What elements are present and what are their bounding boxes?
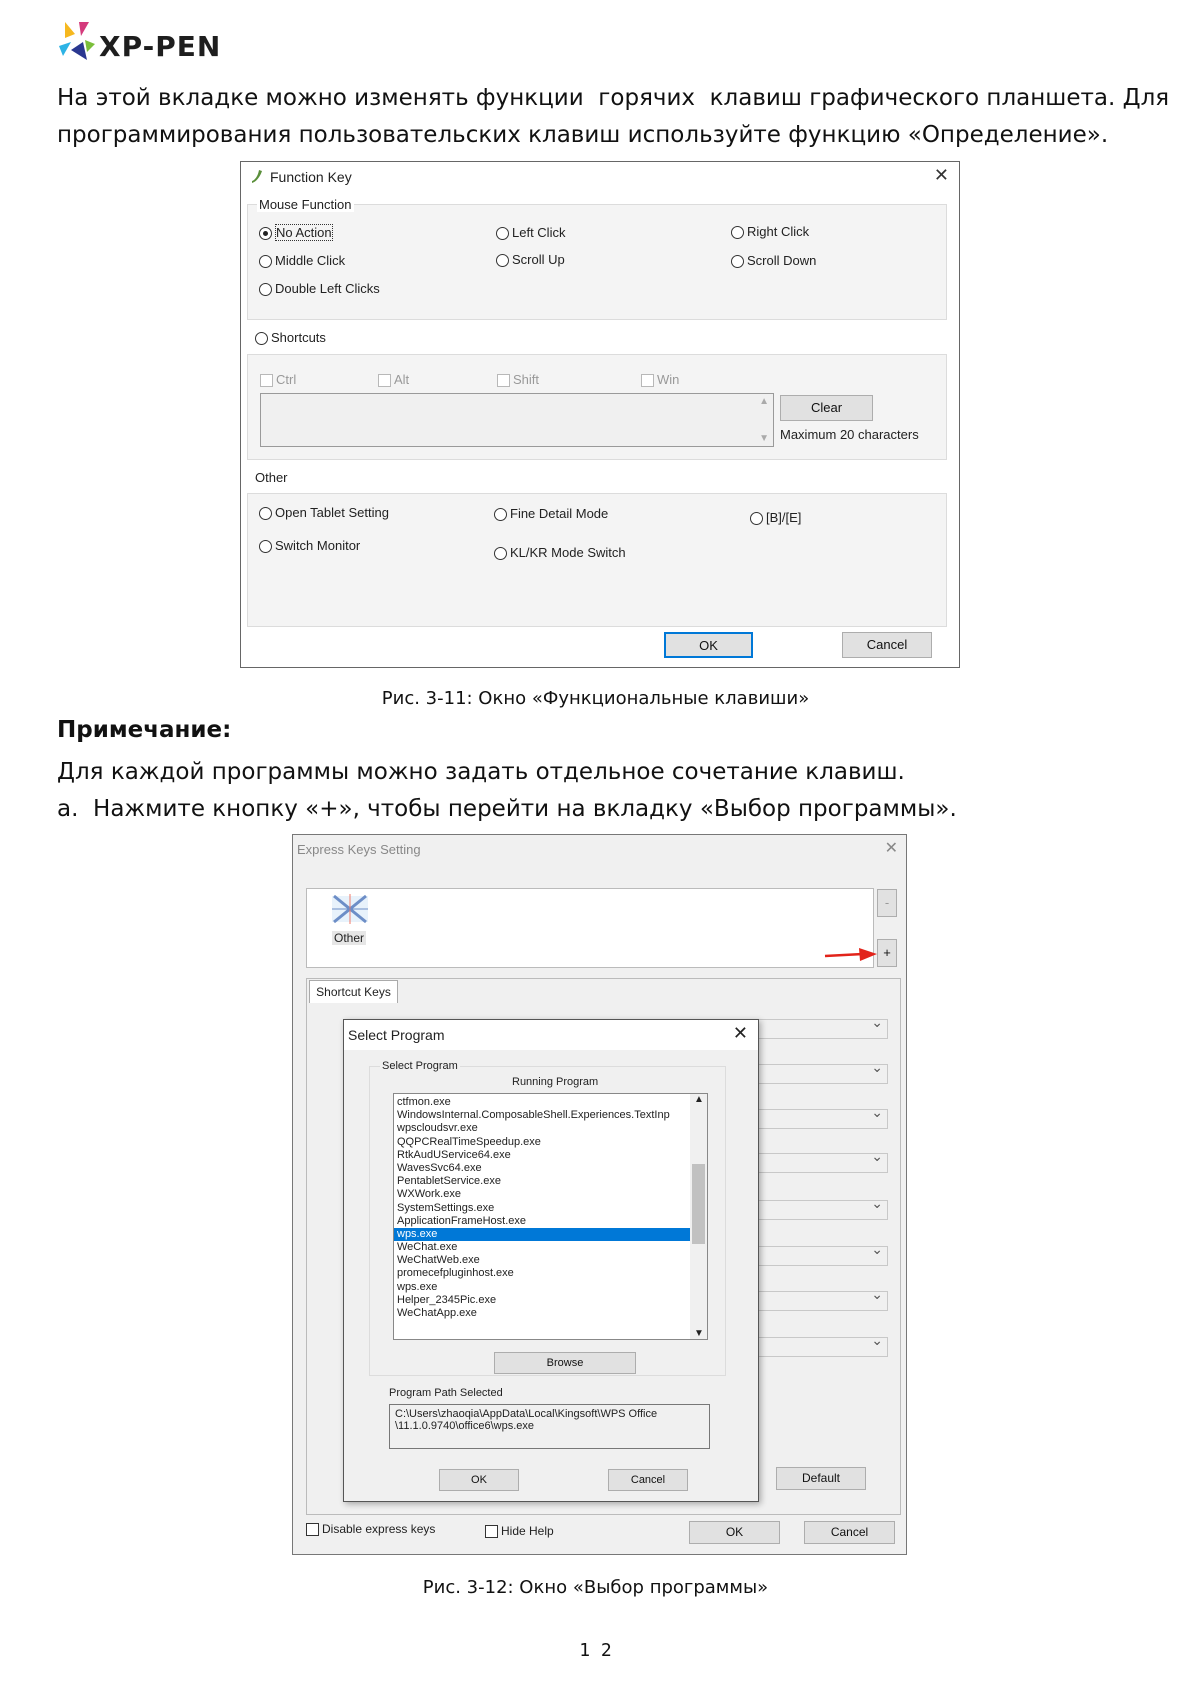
radio-fine-detail-mode[interactable]: Fine Detail Mode xyxy=(494,506,608,521)
xp-pen-logo xyxy=(57,20,257,70)
program-list-item[interactable]: Helper_2345Pic.exe xyxy=(397,1293,497,1306)
checkbox-icon xyxy=(641,374,654,387)
scroll-thumb[interactable] xyxy=(692,1164,705,1244)
ok-button[interactable]: OK xyxy=(439,1469,519,1491)
checkbox-icon xyxy=(306,1523,319,1536)
dialog-title: Express Keys Setting xyxy=(297,842,421,857)
program-list-item[interactable]: QQPCRealTimeSpeedup.exe xyxy=(397,1135,541,1148)
note-line-2: a. Нажмите кнопку «+», чтобы перейти на вкладку «Выбор программы». xyxy=(57,796,957,822)
close-icon[interactable]: ✕ xyxy=(933,165,949,185)
default-button[interactable]: Default xyxy=(776,1467,866,1490)
scroll-down-arrow-icon[interactable]: ▼ xyxy=(694,1328,704,1339)
function-key-dialog xyxy=(240,161,960,668)
running-program-label: Running Program xyxy=(512,1076,599,1088)
scroll-up-arrow-icon[interactable]: ▲ xyxy=(759,396,769,407)
red-arrow-icon xyxy=(823,947,879,963)
radio-icon xyxy=(494,547,507,560)
browse-button[interactable]: Browse xyxy=(494,1352,636,1374)
checkbox-shift[interactable]: Shift xyxy=(497,372,539,387)
radio-shortcuts[interactable]: Shortcuts xyxy=(255,330,326,345)
radio-icon xyxy=(750,512,763,525)
app-label-other[interactable]: Other xyxy=(334,931,365,945)
scroll-up-arrow-icon[interactable]: ▲ xyxy=(694,1094,704,1105)
app-list-panel xyxy=(306,888,874,968)
radio-icon xyxy=(259,255,272,268)
program-list[interactable] xyxy=(393,1093,708,1340)
other-app-icon[interactable] xyxy=(330,892,370,926)
figure-caption-1: Рис. 3-11: Окно «Функциональные клавиши» xyxy=(381,688,810,709)
radio-open-tablet-setting[interactable]: Open Tablet Setting xyxy=(259,505,389,520)
program-path-line-1: C:\Users\zhaoqia\AppData\Local\Kingsoft\WPS Office xyxy=(395,1408,658,1420)
radio-scroll-down[interactable]: Scroll Down xyxy=(731,253,816,268)
cancel-button[interactable]: Cancel xyxy=(608,1469,688,1491)
program-path-field xyxy=(389,1404,710,1449)
close-icon[interactable]: ✕ xyxy=(884,840,898,857)
program-list-item[interactable]: ApplicationFrameHost.exe xyxy=(397,1214,527,1227)
mouse-function-label: Mouse Function xyxy=(259,197,352,212)
intro-line-1: На этой вкладке можно изменять функции горячих клавиш графического планшета. Для xyxy=(57,85,1170,111)
program-list-item[interactable]: RtkAudUService64.exe xyxy=(397,1148,511,1161)
program-list-item[interactable]: WeChat.exe xyxy=(397,1241,458,1254)
other-label: Other xyxy=(255,470,288,485)
dialog-title: Select Program xyxy=(348,1027,445,1043)
program-path-line-2: \11.1.0.9740\office6\wps.exe xyxy=(395,1420,535,1432)
list-scrollbar[interactable] xyxy=(690,1094,707,1339)
disable-express-keys-checkbox[interactable]: Disable express keys xyxy=(306,1522,435,1536)
radio-icon xyxy=(731,255,744,268)
radio-icon xyxy=(259,507,272,520)
dialog-title: Function Key xyxy=(270,169,352,185)
close-icon[interactable]: ✕ xyxy=(732,1023,748,1043)
radio-klkr-mode-switch[interactable]: KL/KR Mode Switch xyxy=(494,545,626,560)
figure-caption-2: Рис. 3-12: Окно «Выбор программы» xyxy=(422,1577,769,1598)
remove-program-button[interactable]: - xyxy=(877,889,897,917)
checkbox-ctrl[interactable]: Ctrl xyxy=(260,372,296,387)
radio-selected-icon xyxy=(259,227,272,240)
dialog-app-icon xyxy=(249,168,265,184)
radio-scroll-up[interactable]: Scroll Up xyxy=(496,252,565,267)
xp-pen-logo-icon xyxy=(57,20,97,66)
radio-right-click[interactable]: Right Click xyxy=(731,224,809,239)
checkbox-icon xyxy=(497,374,510,387)
program-list-item[interactable]: wps.exe xyxy=(394,1228,691,1241)
radio-icon xyxy=(259,283,272,296)
intro-line-2: программирования пользовательских клавиш используйте функцию «Определение». xyxy=(57,122,1109,148)
program-list-item[interactable]: WXWork.exe xyxy=(397,1188,461,1201)
select-program-group-label: Select Program xyxy=(382,1060,458,1072)
note-heading: Примечание: xyxy=(57,717,232,743)
checkbox-win[interactable]: Win xyxy=(641,372,679,387)
program-list-item[interactable]: promecefpluginhost.exe xyxy=(397,1267,514,1280)
program-list-item[interactable]: WeChatApp.exe xyxy=(397,1307,477,1319)
checkbox-icon xyxy=(260,374,273,387)
ok-button[interactable]: OK xyxy=(689,1521,780,1544)
ok-button[interactable]: OK xyxy=(664,632,753,658)
program-list-item[interactable]: wpscloudsvr.exe xyxy=(397,1122,478,1135)
radio-icon xyxy=(496,254,509,267)
program-list-item[interactable]: WavesSvc64.exe xyxy=(397,1161,482,1174)
radio-be[interactable]: [B]/[E] xyxy=(750,510,801,525)
radio-middle-click[interactable]: Middle Click xyxy=(259,253,345,268)
radio-icon xyxy=(496,227,509,240)
radio-icon xyxy=(255,332,268,345)
add-program-button[interactable]: + xyxy=(877,939,897,967)
checkbox-icon xyxy=(485,1525,498,1538)
checkbox-icon xyxy=(378,374,391,387)
shortcut-input[interactable] xyxy=(260,393,774,447)
program-list-items xyxy=(394,1096,691,1320)
clear-button[interactable]: Clear xyxy=(780,395,873,421)
checkbox-alt[interactable]: Alt xyxy=(378,372,409,387)
program-list-item[interactable]: WeChatWeb.exe xyxy=(397,1254,480,1267)
scroll-down-arrow-icon[interactable]: ▼ xyxy=(759,433,769,444)
cancel-button[interactable]: Cancel xyxy=(842,632,932,658)
cancel-button[interactable]: Cancel xyxy=(804,1521,895,1544)
program-path-label: Program Path Selected xyxy=(389,1387,503,1399)
program-list-item[interactable]: SystemSettings.exe xyxy=(397,1201,495,1214)
radio-icon xyxy=(259,540,272,553)
brand-name: XP-PEN xyxy=(99,30,222,63)
radio-left-click[interactable]: Left Click xyxy=(496,225,565,240)
radio-switch-monitor[interactable]: Switch Monitor xyxy=(259,538,360,553)
program-list-item[interactable]: ctfmon.exe xyxy=(397,1096,451,1108)
radio-double-left-clicks[interactable]: Double Left Clicks xyxy=(259,281,380,296)
select-program-dialog xyxy=(343,1019,759,1502)
max-chars-label: Maximum 20 characters xyxy=(780,427,919,442)
radio-icon xyxy=(494,508,507,521)
page-number: 1 2 xyxy=(579,1640,612,1661)
program-list-item[interactable]: PentabletService.exe xyxy=(397,1175,501,1188)
hide-help-checkbox[interactable]: Hide Help xyxy=(485,1524,554,1538)
program-list-item[interactable]: wps.exe xyxy=(397,1280,438,1293)
tab-shortcut-keys[interactable]: Shortcut Keys xyxy=(309,980,398,1003)
mouse-function-group xyxy=(247,204,947,320)
radio-no-action[interactable]: No Action xyxy=(259,225,333,240)
radio-icon xyxy=(731,226,744,239)
note-line-1: Для каждой программы можно задать отдельное сочетание клавиш. xyxy=(57,759,905,785)
program-list-item[interactable]: WindowsInternal.ComposableShell.Experiences.TextInp xyxy=(397,1109,670,1122)
